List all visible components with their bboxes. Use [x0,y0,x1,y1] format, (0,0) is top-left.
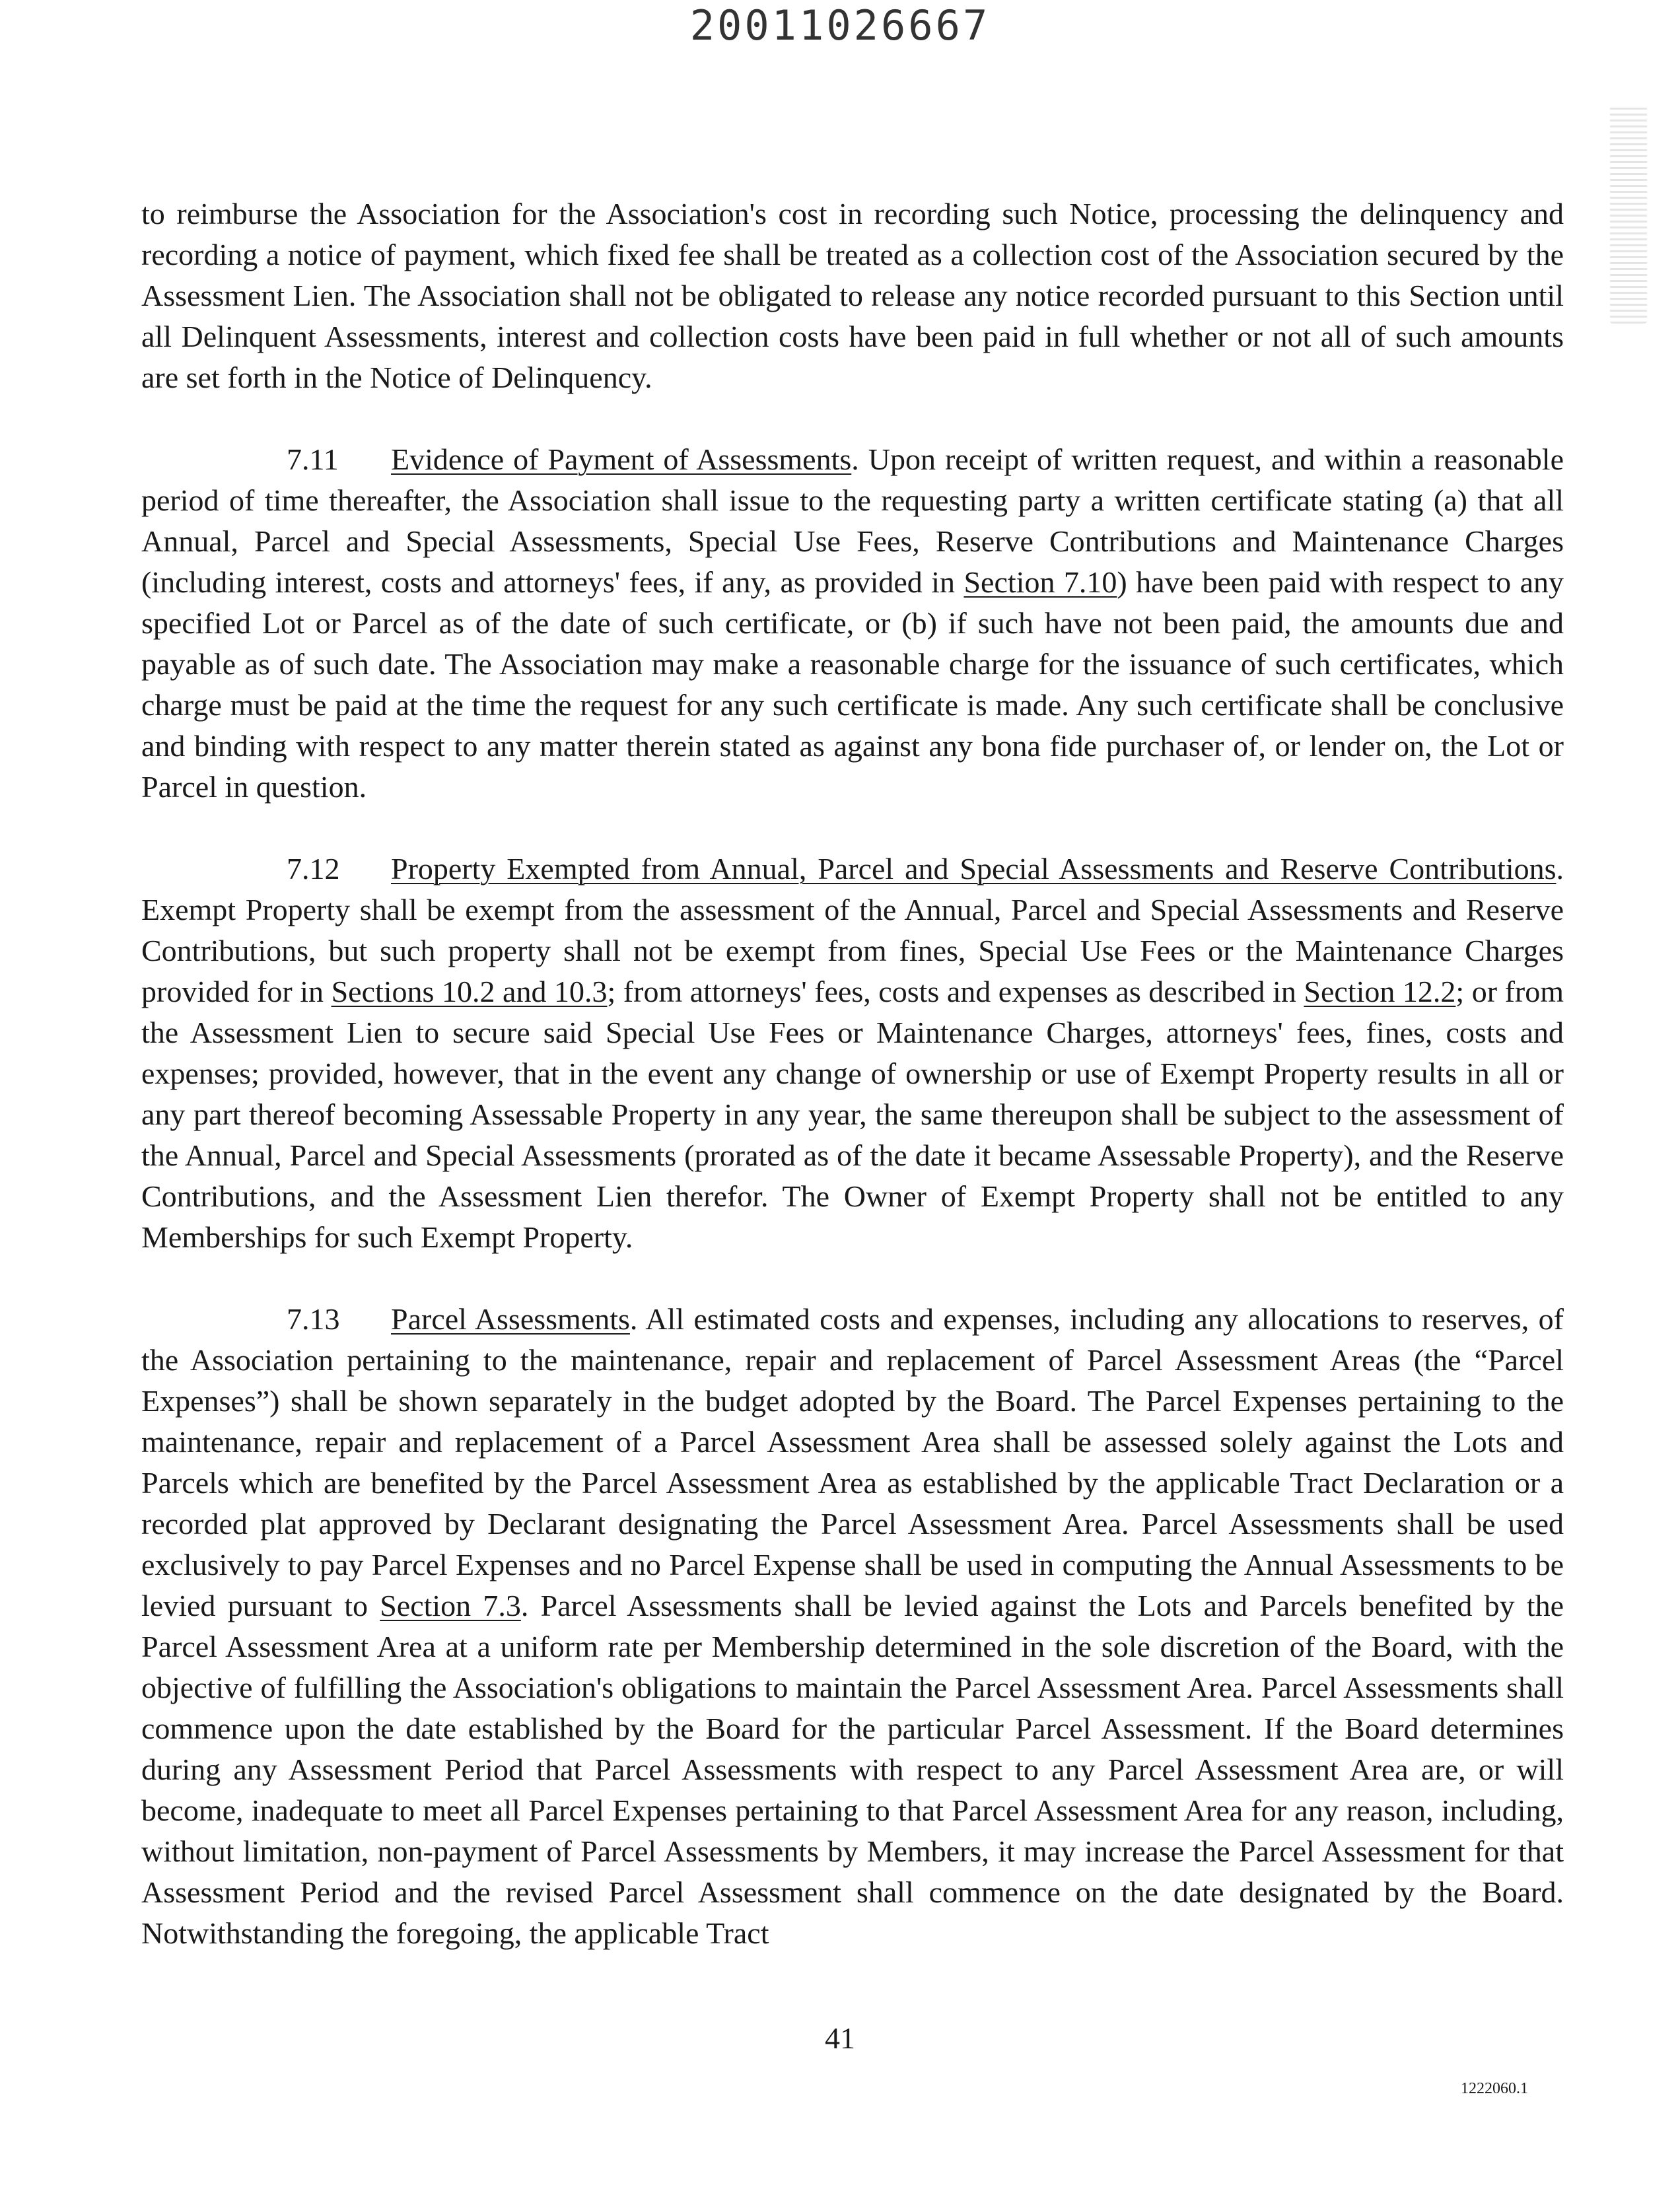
section-text: . Exempt Property shall be exempt from the assessment of the Annual, Parcel and Special Assessments and Reserve Contributions, but such property shall not be exempt from fines, Special Use Fees or the Maintenance Charges provided for in [141,852,1564,1008]
paragraph-text: to reimburse the Association for the Association's cost in recording such Notice, processing the delinquency and recording a notice of payment, which fixed fee shall be treated as a collection cost of the Association secured by the Assessment Lien. The Association shall not be obligated to release any notice recorded pursuant to this Section until all Delinquent Assessments, interest and collection costs have been paid in full whether or not all of such amounts are set forth in the Notice of Delinquency. [141,197,1564,394]
section-reference: Section 12.2 [1304,975,1456,1008]
section-text: ; or from the Assessment Lien to secure said Special Use Fees or Maintenance Charges, attorneys' fees, fines, costs and expenses; provided, however, that in the event any change of ownership or use of Exempt Property results in all or any part thereof becoming Assessable Property in any year, the same thereupon shall be subject to the assessment of the Annual, Parcel and Special Assessments (prorated as of the date it became Assessable Property), and the Reserve Contributions, and the Assessment Lien therefor. The Owner of Exempt Property shall not be entitled to any Memberships for such Exempt Property. [141,975,1564,1254]
section-7-11 [141,439,1564,808]
section-text: . Upon receipt of written request, and within a reasonable period of time thereafter, the Association shall issue to the requesting party a written certificate stating (a) that all Annual, Parcel and Special Assessments, Special Use Fees, Reserve Contributions and Maintenance Charges (including interest, costs and attorneys' fees, if any, as provided in [141,442,1564,599]
section-text: ) have been paid with respect to any specified Lot or Parcel as of the date of such certificate, or (b) if such have not been paid, the amounts due and payable as of such date. The Association may make a reasonable charge for the issuance of such certificates, which charge must be paid at the time the request for any such certificate is made. Any such certificate shall be conclusive and binding with respect to any matter therein stated as against any bona fide purchaser of, or lender on, the Lot or Parcel in question. [141,565,1564,804]
section-reference: Sections 10.2 and 10.3 [331,975,608,1008]
document-id: 1222060.1 [1461,2080,1528,2097]
section-number: 7.13 [287,1302,340,1336]
section-title: Evidence of Payment of Assessments [391,442,852,476]
section-text: ; from attorneys' fees, costs and expenses as described in [607,975,1304,1008]
section-number: 7.11 [287,442,339,476]
document-body [141,193,1564,1954]
section-text: . All estimated costs and expenses, including any allocations to reserves, of the Association pertaining to the maintenance, repair and replacement of Parcel Assessment Areas (the “Parcel Expenses”) shall be shown separately in the budget adopted by the Board. The Parcel Expenses pertaining to the maintenance, repair and replacement of a Parcel Assessment Area shall be assessed solely against the Lots and Parcels which are benefited by the Parcel Assessment Area as established by the applicable Tract Declaration or a recorded plat approved by Declarant designating the Parcel Assessment Area. Parcel Assessments shall be used exclusively to pay Parcel Expenses and no Parcel Expense shall be used in computing the Annual Assessments to be levied pursuant to [141,1302,1564,1622]
section-reference: Section 7.10 [963,565,1117,599]
section-text: . Parcel Assessments shall be levied against the Lots and Parcels benefited by the Parcel Assessment Area at a uniform rate per Membership determined in the sole discretion of the Board, with the objective of fulfilling the Association's obligations to maintain the Parcel Assessment Area. Parcel Assessments shall commence upon the date established by the Board for the particular Parcel Assessment. If the Board determines during any Assessment Period that Parcel Assessments with respect to any Parcel Assessment Area are, or will become, inadequate to meet all Parcel Expenses pertaining to that Parcel Assessment Area for any reason, including, without limitation, non-payment of Parcel Assessments by Members, it may increase the Parcel Assessment for that Assessment Period and the revised Parcel Assessment shall commence on the date designated by the Board. Notwithstanding the foregoing, the applicable Tract [141,1589,1564,1950]
section-title: Parcel Assessments [391,1302,630,1336]
margin-stamp [1610,106,1647,324]
page-number: 41 [825,2021,855,2055]
section-7-12 [141,849,1564,1258]
section-7-13 [141,1299,1564,1954]
recording-number: 20011026667 [689,1,991,50]
section-number: 7.12 [287,852,340,885]
paragraph-continuation [141,193,1564,398]
section-reference: Section 7.3 [380,1589,521,1622]
section-title: Property Exempted from Annual, Parcel and Special Assessments and Reserve Contributions [391,852,1557,885]
